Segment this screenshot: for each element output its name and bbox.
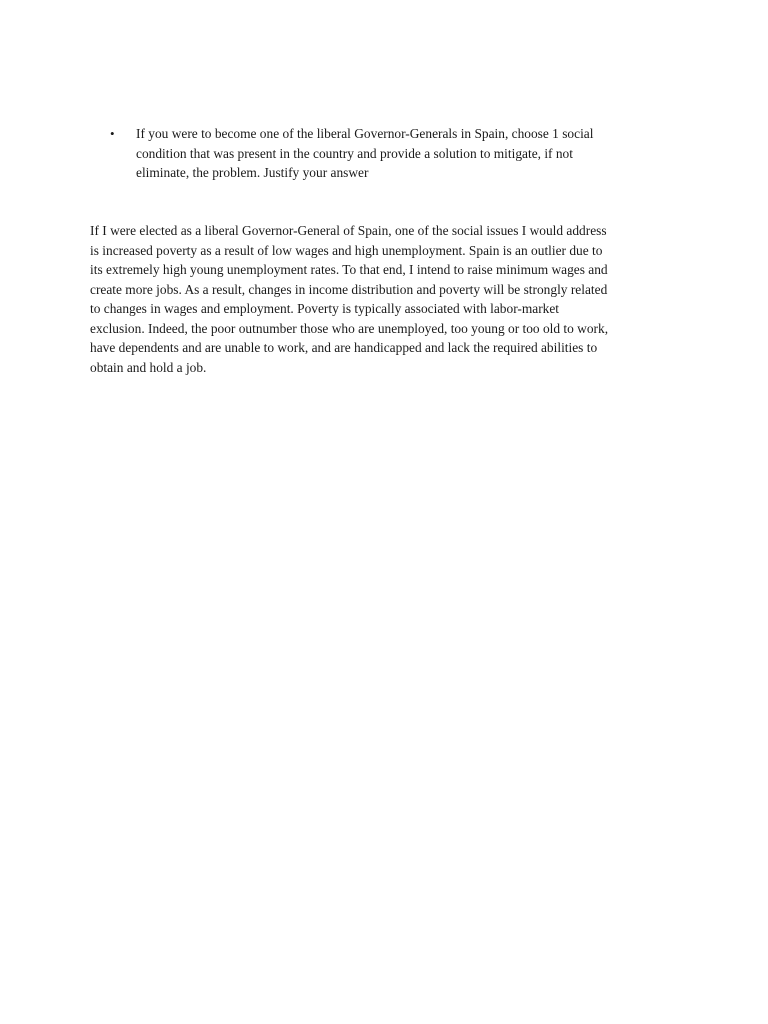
answer-line: its extremely high young unemployment rates. To that end, I intend to raise minimum wages and (90, 262, 608, 277)
answer-line: is increased poverty as a result of low wages and high unemployment. Spain is an outlier due to (90, 242, 603, 258)
question-list (90, 124, 670, 183)
question-line: If you were to become one of the liberal Governor-Generals in Spain, choose 1 social (136, 126, 594, 141)
question-line: eliminate, the problem. Justify your answer (136, 165, 369, 180)
question-line: condition that was present in the country and provide a solution to mitigate, if not (136, 145, 573, 161)
question-item (90, 124, 670, 183)
answer-line: If I were elected as a liberal Governor-General of Spain, one of the social issues I would address (90, 223, 607, 238)
bullet-icon: • (110, 126, 115, 141)
answer-line: obtain and hold a job. (90, 359, 207, 375)
answer-line: create more jobs. As a result, changes in income distribution and poverty will be strongly related (90, 281, 608, 297)
answer-paragraph (90, 221, 680, 377)
answer-line: to changes in wages and employment. Poverty is typically associated with labor-market (90, 301, 560, 316)
answer-line: exclusion. Indeed, the poor outnumber those who are unemployed, too young or too old to work, (90, 320, 609, 336)
answer-line: have dependents and are unable to work, and are handicapped and lack the required abilities to (90, 340, 598, 355)
